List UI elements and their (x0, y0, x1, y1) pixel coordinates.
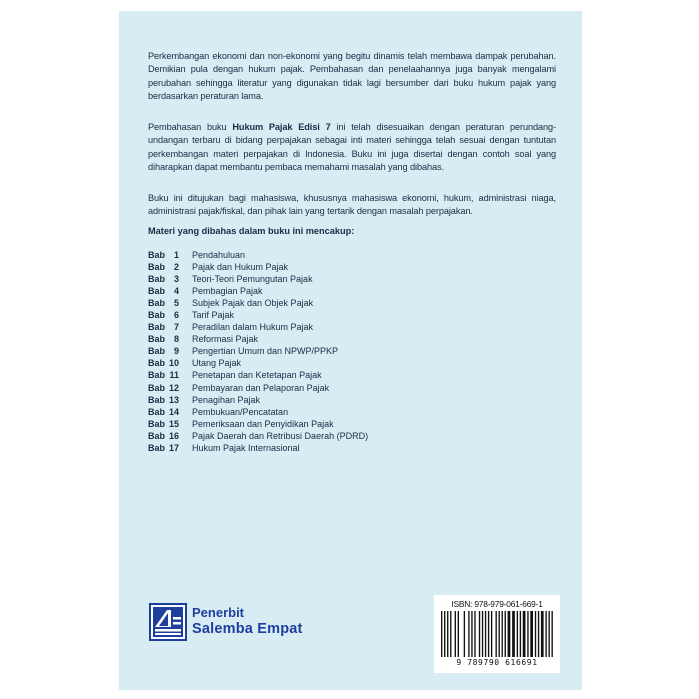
chapter-number (148, 357, 192, 369)
chapter-number (148, 382, 192, 394)
publisher-block (149, 603, 349, 643)
chapter-number (148, 394, 192, 406)
chapter-item (148, 285, 368, 297)
isbn-label: ISBN: 978-979-061-669-1 (451, 599, 543, 609)
chapter-number (148, 333, 192, 345)
chapter-num: 3 (174, 274, 180, 285)
isbn-digits: 9 789790 616691 (456, 658, 538, 667)
chapter-title: Penagihan Pajak (192, 394, 261, 405)
back-cover (119, 11, 582, 690)
chapter-prefix: Bab (148, 274, 166, 285)
chapters-heading: Materi yang dibahas dalam buku ini mencakup: (148, 226, 355, 236)
chapter-num: 15 (169, 418, 180, 429)
publisher-label: Penerbit (192, 605, 245, 620)
book-title-bold: Hukum Pajak Edisi 7 (232, 122, 331, 132)
chapter-number (148, 285, 192, 297)
chapter-title: Utang Pajak (192, 358, 242, 369)
chapter-num: 16 (169, 430, 180, 441)
chapter-number (148, 249, 192, 261)
chapter-title: Pembayaran dan Pelaporan Pajak (192, 382, 330, 393)
chapter-prefix: Bab (148, 358, 166, 369)
chapter-item (148, 394, 368, 406)
chapter-prefix: Bab (148, 250, 166, 260)
chapter-prefix: Bab (148, 346, 166, 357)
chapter-prefix: Bab (148, 334, 166, 345)
chapter-title: Reformasi Pajak (192, 334, 259, 345)
chapter-item (148, 273, 368, 285)
chapter-item (148, 309, 368, 321)
chapter-item (148, 418, 368, 430)
chapter-title: Pajak Daerah dan Retribusi Daerah (PDRD) (192, 430, 369, 441)
chapter-num: 14 (169, 406, 180, 417)
description-paragraph-2 (148, 121, 556, 175)
chapter-title: Teori-Teori Pemungutan Pajak (192, 274, 313, 285)
chapter-number (148, 273, 192, 285)
chapter-number (148, 369, 192, 381)
chapter-title: Pembagian Pajak (192, 286, 263, 297)
chapter-num: 9 (174, 346, 180, 357)
chapter-number (148, 309, 192, 321)
chapter-num: 8 (174, 334, 180, 345)
chapter-number (148, 321, 192, 333)
chapter-num: 13 (169, 394, 180, 405)
chapter-num: 17 (169, 442, 180, 453)
chapter-item (148, 261, 368, 273)
chapter-num: 1 (174, 250, 180, 260)
chapter-prefix: Bab (148, 286, 166, 297)
chapter-number (148, 418, 192, 430)
chapter-prefix: Bab (148, 370, 166, 381)
chapter-title: Subjek Pajak dan Objek Pajak (192, 298, 314, 309)
chapter-title: Pajak dan Hukum Pajak (192, 262, 289, 273)
chapter-prefix: Bab (148, 430, 166, 441)
chapter-num: 6 (174, 310, 180, 321)
chapter-prefix: Bab (148, 310, 166, 321)
chapter-prefix: Bab (148, 322, 166, 333)
chapter-prefix: Bab (148, 418, 166, 429)
chapter-item (148, 382, 368, 394)
chapter-item (148, 297, 368, 309)
chapter-item (148, 406, 368, 418)
chapter-num: 12 (169, 382, 180, 393)
chapter-title: Pemeriksaan dan Penyidikan Pajak (192, 418, 334, 429)
chapter-num: 5 (174, 298, 180, 309)
chapter-item (148, 333, 368, 345)
chapter-prefix: Bab (148, 442, 166, 453)
chapter-item (148, 357, 368, 369)
publisher-logo-icon (149, 603, 187, 641)
chapter-number (148, 442, 192, 454)
chapter-prefix: Bab (148, 262, 166, 273)
description-paragraph-3: Buku ini ditujukan bagi mahasiswa, khususnya mahasiswa ekonomi, hukum, administrasi niaga, administrasi pajak/fiskal, dan pihak lain yang tertarik dengan masalah perpajakan. (148, 193, 556, 217)
chapter-item (148, 442, 368, 454)
chapter-title: Pengertian Umum dan NPWP/PPKP (192, 346, 339, 357)
chapter-item (148, 369, 368, 381)
chapter-prefix: Bab (148, 394, 166, 405)
chapter-title: Pembukuan/Pencatatan (192, 406, 289, 417)
chapter-item (148, 321, 368, 333)
description-paragraph-1: Perkembangan ekonomi dan non-ekonomi yang begitu dinamis telah membawa dampak perubahan. Demikian pula dengan hukum pajak. Pembahasan dan penelaahannya juga banyak mengalami perubahan sehingga literatur yang digunakan tidak lagi bersumber dari buku hukum pajak yang berdasarkan peraturan lama. (148, 51, 556, 102)
chapter-number (148, 261, 192, 273)
paragraph-2-rest: ini telah disesuaikan dengan peraturan perundang-undangan terbaru di bidang perpajakan sebagai inti materi sehingga telah sesuai dengan tuntutan perkembangan materi perpajakan di Indonesia. Buku ini juga disertai dengan contoh soal yang diharapkan dapat membantu pembaca memahami masalah yang dibahas. (148, 122, 556, 173)
chapter-list (148, 249, 368, 454)
chapter-item (148, 430, 368, 442)
chapter-number (148, 430, 192, 442)
chapter-item (148, 345, 368, 357)
chapter-number (148, 297, 192, 309)
barcode-icon (440, 611, 554, 657)
chapter-prefix: Bab (148, 406, 166, 417)
chapter-num: 2 (174, 262, 180, 273)
chapter-title: Hukum Pajak Internasional (192, 442, 300, 453)
chapter-prefix: Bab (148, 382, 166, 393)
paragraph-2-intro: Pembahasan buku (148, 122, 233, 132)
chapter-number (148, 345, 192, 357)
chapter-item (148, 249, 368, 261)
chapter-prefix: Bab (148, 298, 166, 309)
publisher-name: Salemba Empat (192, 621, 303, 637)
chapter-title: Pendahuluan (192, 250, 246, 260)
chapter-title: Tarif Pajak (192, 310, 235, 321)
chapter-num: 10 (169, 358, 180, 369)
chapter-title: Penetapan dan Ketetapan Pajak (192, 370, 322, 381)
chapter-title: Peradilan dalam Hukum Pajak (192, 322, 314, 333)
chapter-number (148, 406, 192, 418)
chapter-num: 7 (174, 322, 180, 333)
barcode-box (434, 595, 560, 673)
chapter-num: 11 (169, 370, 180, 381)
chapter-num: 4 (174, 286, 180, 297)
